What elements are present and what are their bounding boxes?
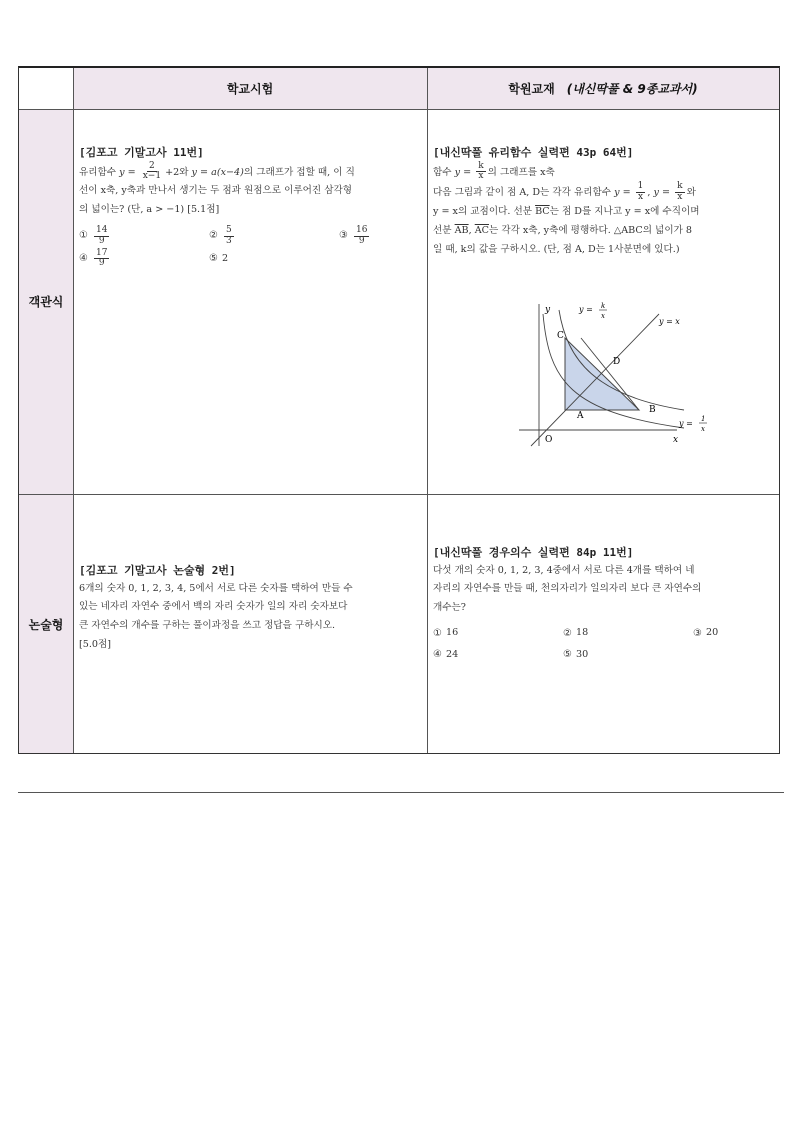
point-b-label: B <box>649 405 656 415</box>
choice-2: ② $\frac{5}{3}$ <box>209 224 232 246</box>
x-axis-label: x <box>673 435 679 445</box>
question-3-title: [김포고 기말고사 논술형 2번] <box>79 564 236 577</box>
point-d-label: D <box>613 357 621 367</box>
point-a-label: A <box>577 411 584 421</box>
curve-1-denominator: x <box>701 425 705 433</box>
curve-k-numerator: k <box>601 302 606 310</box>
choice-1: ① $\frac{14}{9}$ <box>79 224 108 246</box>
question-2-line-4: 선분 $\overline{AB}$, $\overline{AC}$는 각각 x축, y축에 평행하다. △ABC의 넓이가 8 <box>433 224 693 236</box>
point-c-label: C <box>557 331 564 341</box>
header-academy-sub: (내신딱풀 & 9종교과서) <box>566 82 698 96</box>
curve-k-label: y = <box>579 305 593 314</box>
question-2 <box>433 144 775 259</box>
choice-5: ⑤ 30 <box>563 648 589 661</box>
curve-1-label: y = <box>679 419 693 428</box>
question-3-line: 있는 네자리 자연수 중에서 백의 자리 숫자가 일의 자리 숫자보다 <box>79 601 348 613</box>
choice-2: ② 18 <box>563 627 589 639</box>
column-divider <box>427 68 428 753</box>
question-2-line-3: y = x의 교점이다. 선분 $\overline{BC}$는 점 D를 지나고 y = x에 수직이며 <box>433 206 700 218</box>
question-1 <box>79 144 419 269</box>
question-4 <box>433 544 775 665</box>
line-y-equals-x <box>531 314 659 446</box>
choice-4: ④ $\frac{17}{9}$ <box>79 247 108 269</box>
question-2-line-5: 일 때, k의 값을 구하시오. (단, 점 A, D는 1사분면에 있다.) <box>433 243 680 255</box>
row-label-essay: 논술형 <box>28 617 64 632</box>
question-3 <box>79 562 421 654</box>
question-1-choices <box>79 226 419 270</box>
choice-5: ⑤ 2 <box>209 252 229 265</box>
question-2-line-1: 함수 y = $\frac{k}{x}$ 의 그래프를 x축 <box>433 160 555 182</box>
comparison-table <box>18 66 780 754</box>
header-academy-main: 학원교재 <box>508 82 555 96</box>
y-axis-label: y <box>545 305 551 315</box>
header-academy-book <box>427 68 779 109</box>
question-3-line: 6개의 숫자 0, 1, 2, 3, 4, 5에서 서로 다른 숫자를 택하여 만들 수 <box>79 582 353 594</box>
curve-k-denominator: x <box>601 312 605 320</box>
question-3-line: 큰 자연수의 개수를 구하는 풀이과정을 쓰고 정답을 구하시오. <box>79 620 336 631</box>
row-divider <box>19 494 779 495</box>
question-3-line: [5.0점] <box>79 638 112 650</box>
choice-4: ④ 24 <box>433 648 459 661</box>
fraction: $\frac{2}{x-1}$ <box>142 160 162 182</box>
choice-1: ① 16 <box>433 627 459 639</box>
question-1-line-2: 선이 x축, y축과 만나서 생기는 두 점과 원점으로 이루어진 삼각형 <box>79 185 353 197</box>
page-divider <box>18 792 784 793</box>
line-label: y = x <box>659 317 680 326</box>
header-school-exam: 학교시험 <box>226 82 274 96</box>
question-4-line: 자리의 자연수를 만들 때, 천의자리가 일의자리 보다 큰 자연수의 <box>433 583 702 595</box>
question-4-line: 다섯 개의 숫자 0, 1, 2, 3, 4중에서 서로 다른 4개를 택하여 네 <box>433 564 695 576</box>
choice-3: ③ $\frac{16}{9}$ <box>339 224 368 246</box>
question-4-choices <box>433 624 775 665</box>
curve-1-numerator: 1 <box>701 415 706 423</box>
question-1-line-1: 유리함수 y = $\frac{2}{x-1}$ +2와 y = a(x−4)의 그래프가 접할 때, 이 직 <box>79 160 355 182</box>
row-divider <box>19 109 779 110</box>
question-2-title: [내신딱풀 유리함수 실력편 43p 64번] <box>433 146 634 159</box>
column-divider <box>73 68 74 753</box>
question-2-line-2: 다음 그림과 같이 점 A, D는 각각 유리함수 y = $\frac{1}{x}$ , y = $\frac{k}{x}$ 와 <box>433 181 696 203</box>
origin-label: O <box>545 435 553 445</box>
question-4-line: 개수는? <box>433 602 466 613</box>
question-1-title: [김포고 기말고사 11번] <box>79 146 204 159</box>
hyperbola-figure <box>509 300 709 460</box>
question-4-title: [내신딱풀 경우의수 실력편 84p 11번] <box>433 546 634 559</box>
choice-3: ③ 20 <box>693 627 719 639</box>
row-label-objective: 객관식 <box>28 295 64 309</box>
question-1-line-3: 의 넓이는? (단, a > −1) [5.1점] <box>79 204 220 216</box>
